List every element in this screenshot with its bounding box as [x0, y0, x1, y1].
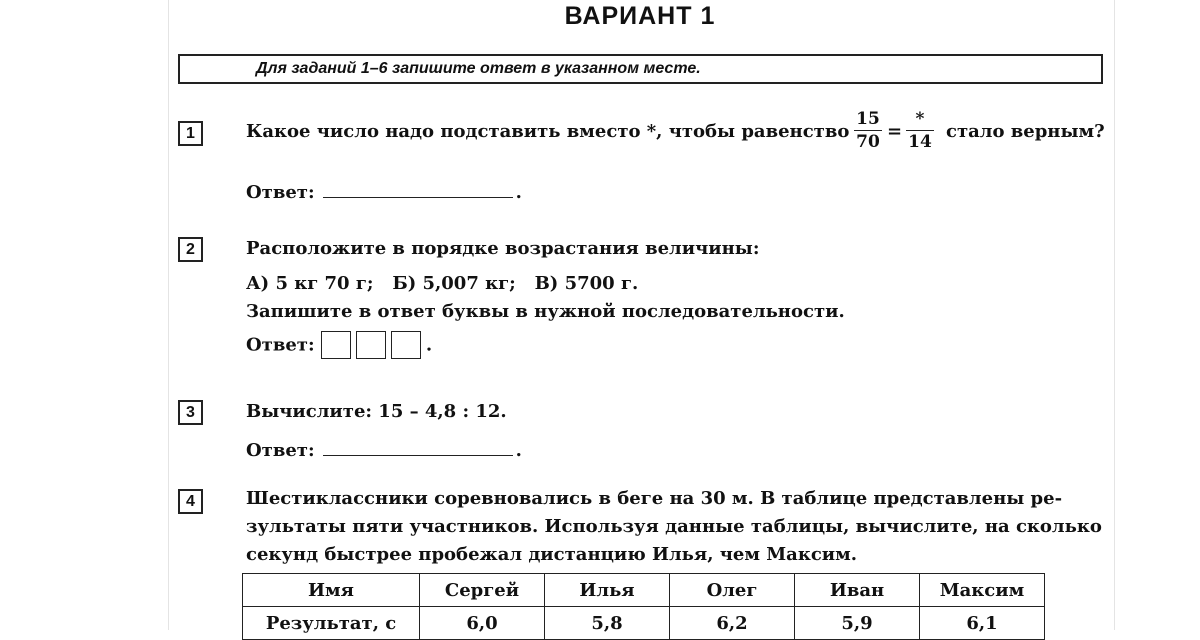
task-4-line-1: Шестиклассники соревновались в беге на 30 м. В таблице представлены ре- — [246, 488, 1063, 509]
task-1-answer-field[interactable] — [323, 181, 513, 198]
table-header-cell: Сергей — [420, 574, 545, 607]
table-cell: 5,8 — [545, 607, 670, 640]
fraction-right-bar — [906, 130, 934, 131]
table-header-cell: Олег — [670, 574, 795, 607]
fraction-right-numerator: * — [915, 109, 925, 129]
fraction-left-bar — [854, 130, 882, 131]
task-3-answer: Ответ: . — [246, 440, 522, 461]
fraction-right-denominator: 14 — [908, 132, 932, 152]
table-header-cell: Илья — [545, 574, 670, 607]
table-header-cell: Иван — [795, 574, 920, 607]
task-1-fraction-left — [854, 109, 882, 152]
answer-label: Ответ: — [246, 182, 315, 203]
table-cell: 6,0 — [420, 607, 545, 640]
answer-label: Ответ: — [246, 440, 315, 461]
task-2-options: А) 5 кг 70 г; Б) 5,007 кг; В) 5700 г. — [246, 273, 639, 294]
table-cell: 5,9 — [795, 607, 920, 640]
task-2-question: Расположите в порядке возрастания величины: — [246, 238, 760, 259]
table-cell: Результат, с — [243, 607, 420, 640]
task-3-answer-field[interactable] — [323, 439, 513, 456]
task-4-line-3: секунд быстрее пробежал дистанцию Илья, чем Максим. — [246, 544, 858, 565]
fraction-left-numerator: 15 — [856, 109, 880, 129]
page-right-edge — [1114, 0, 1115, 630]
task-1-question: Какое число надо подставить вместо *, чтобы равенство — [246, 121, 850, 142]
instruction-text: Для заданий 1–6 запишите ответ в указанном месте. — [256, 60, 701, 77]
table-row — [243, 607, 1045, 640]
task-3-number: 3 — [178, 400, 203, 425]
instruction-box — [178, 54, 1103, 84]
table-header-cell: Имя — [243, 574, 420, 607]
task-2-note: Запишите в ответ буквы в нужной последовательности. — [246, 301, 845, 322]
task-1-answer: Ответ: . — [246, 182, 522, 203]
task-4-number: 4 — [178, 489, 203, 514]
answer-box-2[interactable] — [356, 331, 386, 359]
answer-box-1[interactable] — [321, 331, 351, 359]
fraction-left-denominator: 70 — [856, 132, 880, 152]
task-1-fraction-right — [906, 109, 934, 152]
answer-box-3[interactable] — [391, 331, 421, 359]
task-2-number: 2 — [178, 237, 203, 262]
variant-title: ВАРИАНТ 1 — [564, 2, 716, 30]
page-left-edge — [168, 0, 169, 630]
table-header-cell: Максим — [920, 574, 1045, 607]
task-1-question-end: стало верным? — [946, 121, 1105, 142]
task-1-equals: = — [887, 121, 903, 142]
answer-label: Ответ: — [246, 334, 315, 356]
task-4-line-2: зультаты пяти участников. Используя данные таблицы, вычислите, на сколько — [246, 516, 1102, 537]
task-1-number: 1 — [178, 121, 203, 146]
table-cell: 6,1 — [920, 607, 1045, 640]
task-3-question: Вычислите: 15 – 4,8 : 12. — [246, 401, 507, 422]
task-2-answer: Ответ: . — [246, 331, 432, 359]
table-row — [243, 574, 1045, 607]
table-cell: 6,2 — [670, 607, 795, 640]
